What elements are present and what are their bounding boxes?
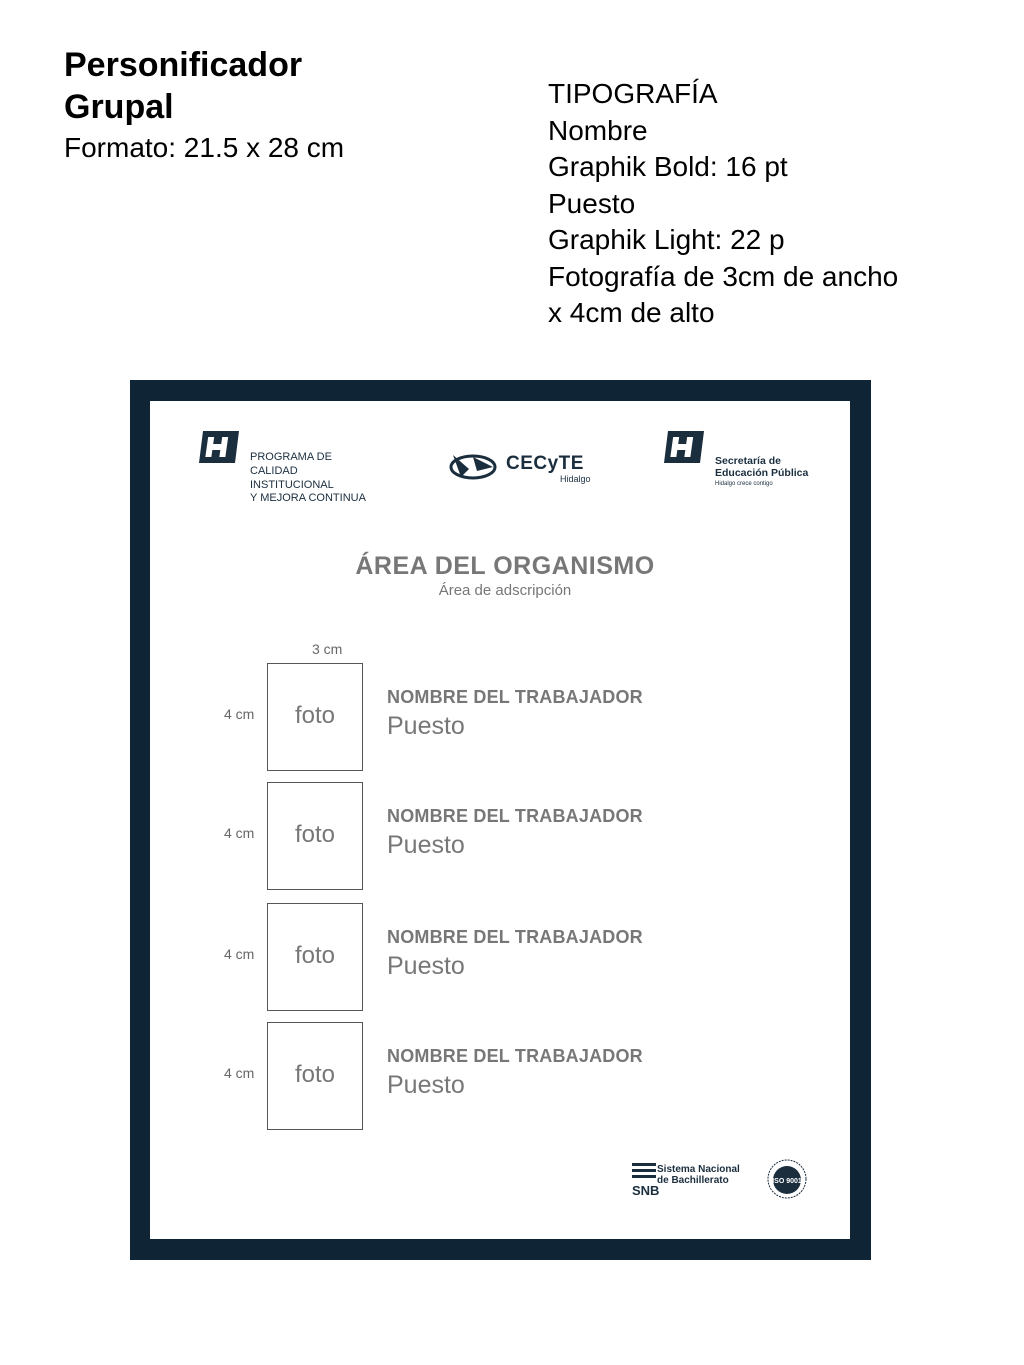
- snb-line2: de Bachillerato: [657, 1175, 729, 1186]
- snb-line1: Sistema Nacional: [657, 1164, 740, 1175]
- worker-role: Puesto: [387, 952, 465, 980]
- typography-line: Graphik Bold: 16 pt: [548, 151, 788, 182]
- staff-row: [150, 663, 850, 773]
- sep-logo-line1: Secretaría de: [715, 455, 781, 467]
- photo-height-label: 4 cm: [224, 946, 255, 962]
- poster-frame: [130, 380, 871, 1260]
- program-logo-line: INSTITUCIONAL: [250, 478, 334, 491]
- cecyte-logo-sub: Hidalgo: [560, 474, 591, 484]
- staff-row: [150, 1022, 850, 1132]
- worker-name: NOMBRE DEL TRABAJADOR: [387, 687, 643, 707]
- h-logo-icon: [664, 431, 704, 463]
- iso-9001-seal-icon: [767, 1159, 807, 1199]
- program-logo-line: PROGRAMA DE: [250, 451, 332, 463]
- typography-line: Fotografía de 3cm de ancho: [548, 260, 899, 292]
- snb-abbr: SNB: [632, 1183, 660, 1198]
- cecyte-logo-name: CECyTE: [506, 453, 584, 474]
- sep-logo-sub: Hidalgo crece contigo: [715, 481, 773, 487]
- typography-line: Puesto: [548, 187, 636, 219]
- photo-placeholder: [267, 782, 363, 890]
- photo-height-label: 4 cm: [224, 706, 255, 722]
- typography-line: TIPOGRAFÍA: [548, 78, 718, 109]
- typography-spec: [548, 76, 898, 332]
- photo-placeholder-label: foto: [294, 1061, 336, 1088]
- program-logo-line: CALIDAD: [250, 464, 298, 477]
- photo-placeholder-label: foto: [294, 702, 336, 729]
- worker-name: NOMBRE DEL TRABAJADOR: [387, 806, 643, 826]
- worker-role: Puesto: [387, 831, 465, 859]
- worker-role: Puesto: [387, 712, 465, 740]
- iso-seal-text: ISO 9001: [772, 1178, 802, 1185]
- sep-logo-line2: Educación Pública: [715, 467, 809, 479]
- snb-logo-icon: [632, 1163, 660, 1198]
- typography-line: x 4cm de alto: [548, 297, 715, 328]
- worker-name: NOMBRE DEL TRABAJADOR: [387, 927, 643, 947]
- photo-placeholder: [267, 903, 363, 1011]
- program-logo-text: [250, 451, 390, 506]
- worker-role: Puesto: [387, 1071, 465, 1099]
- staff-row: [150, 903, 850, 1013]
- photo-placeholder-label: foto: [294, 942, 336, 969]
- area-title: ÁREA DEL ORGANISMO: [355, 552, 655, 580]
- format-label: Formato: 21.5 x 28 cm: [64, 132, 345, 163]
- photo-height-label: 4 cm: [224, 1065, 255, 1081]
- poster-sheet: [150, 401, 850, 1239]
- program-logo-line: Y MEJORA CONTINUA: [250, 492, 366, 505]
- typography-line: Nombre: [548, 114, 648, 146]
- area-subtitle: Área de adscripción: [438, 582, 572, 599]
- title-line-1: Personificador: [64, 46, 303, 84]
- title-line-2: Grupal: [64, 88, 174, 126]
- photo-placeholder: [267, 663, 363, 771]
- typography-line: Graphik Light: 22 p: [548, 224, 785, 255]
- photo-width-label: 3 cm: [312, 641, 343, 657]
- h-logo-icon: [199, 431, 239, 463]
- snb-logo-text: [657, 1164, 740, 1186]
- photo-height-label: 4 cm: [224, 825, 255, 841]
- document-heading: [64, 44, 344, 166]
- staff-row: [150, 782, 850, 892]
- worker-name: NOMBRE DEL TRABAJADOR: [387, 1046, 643, 1066]
- sep-logo-text: [715, 455, 808, 489]
- photo-placeholder-label: foto: [294, 821, 336, 848]
- photo-placeholder: [267, 1022, 363, 1130]
